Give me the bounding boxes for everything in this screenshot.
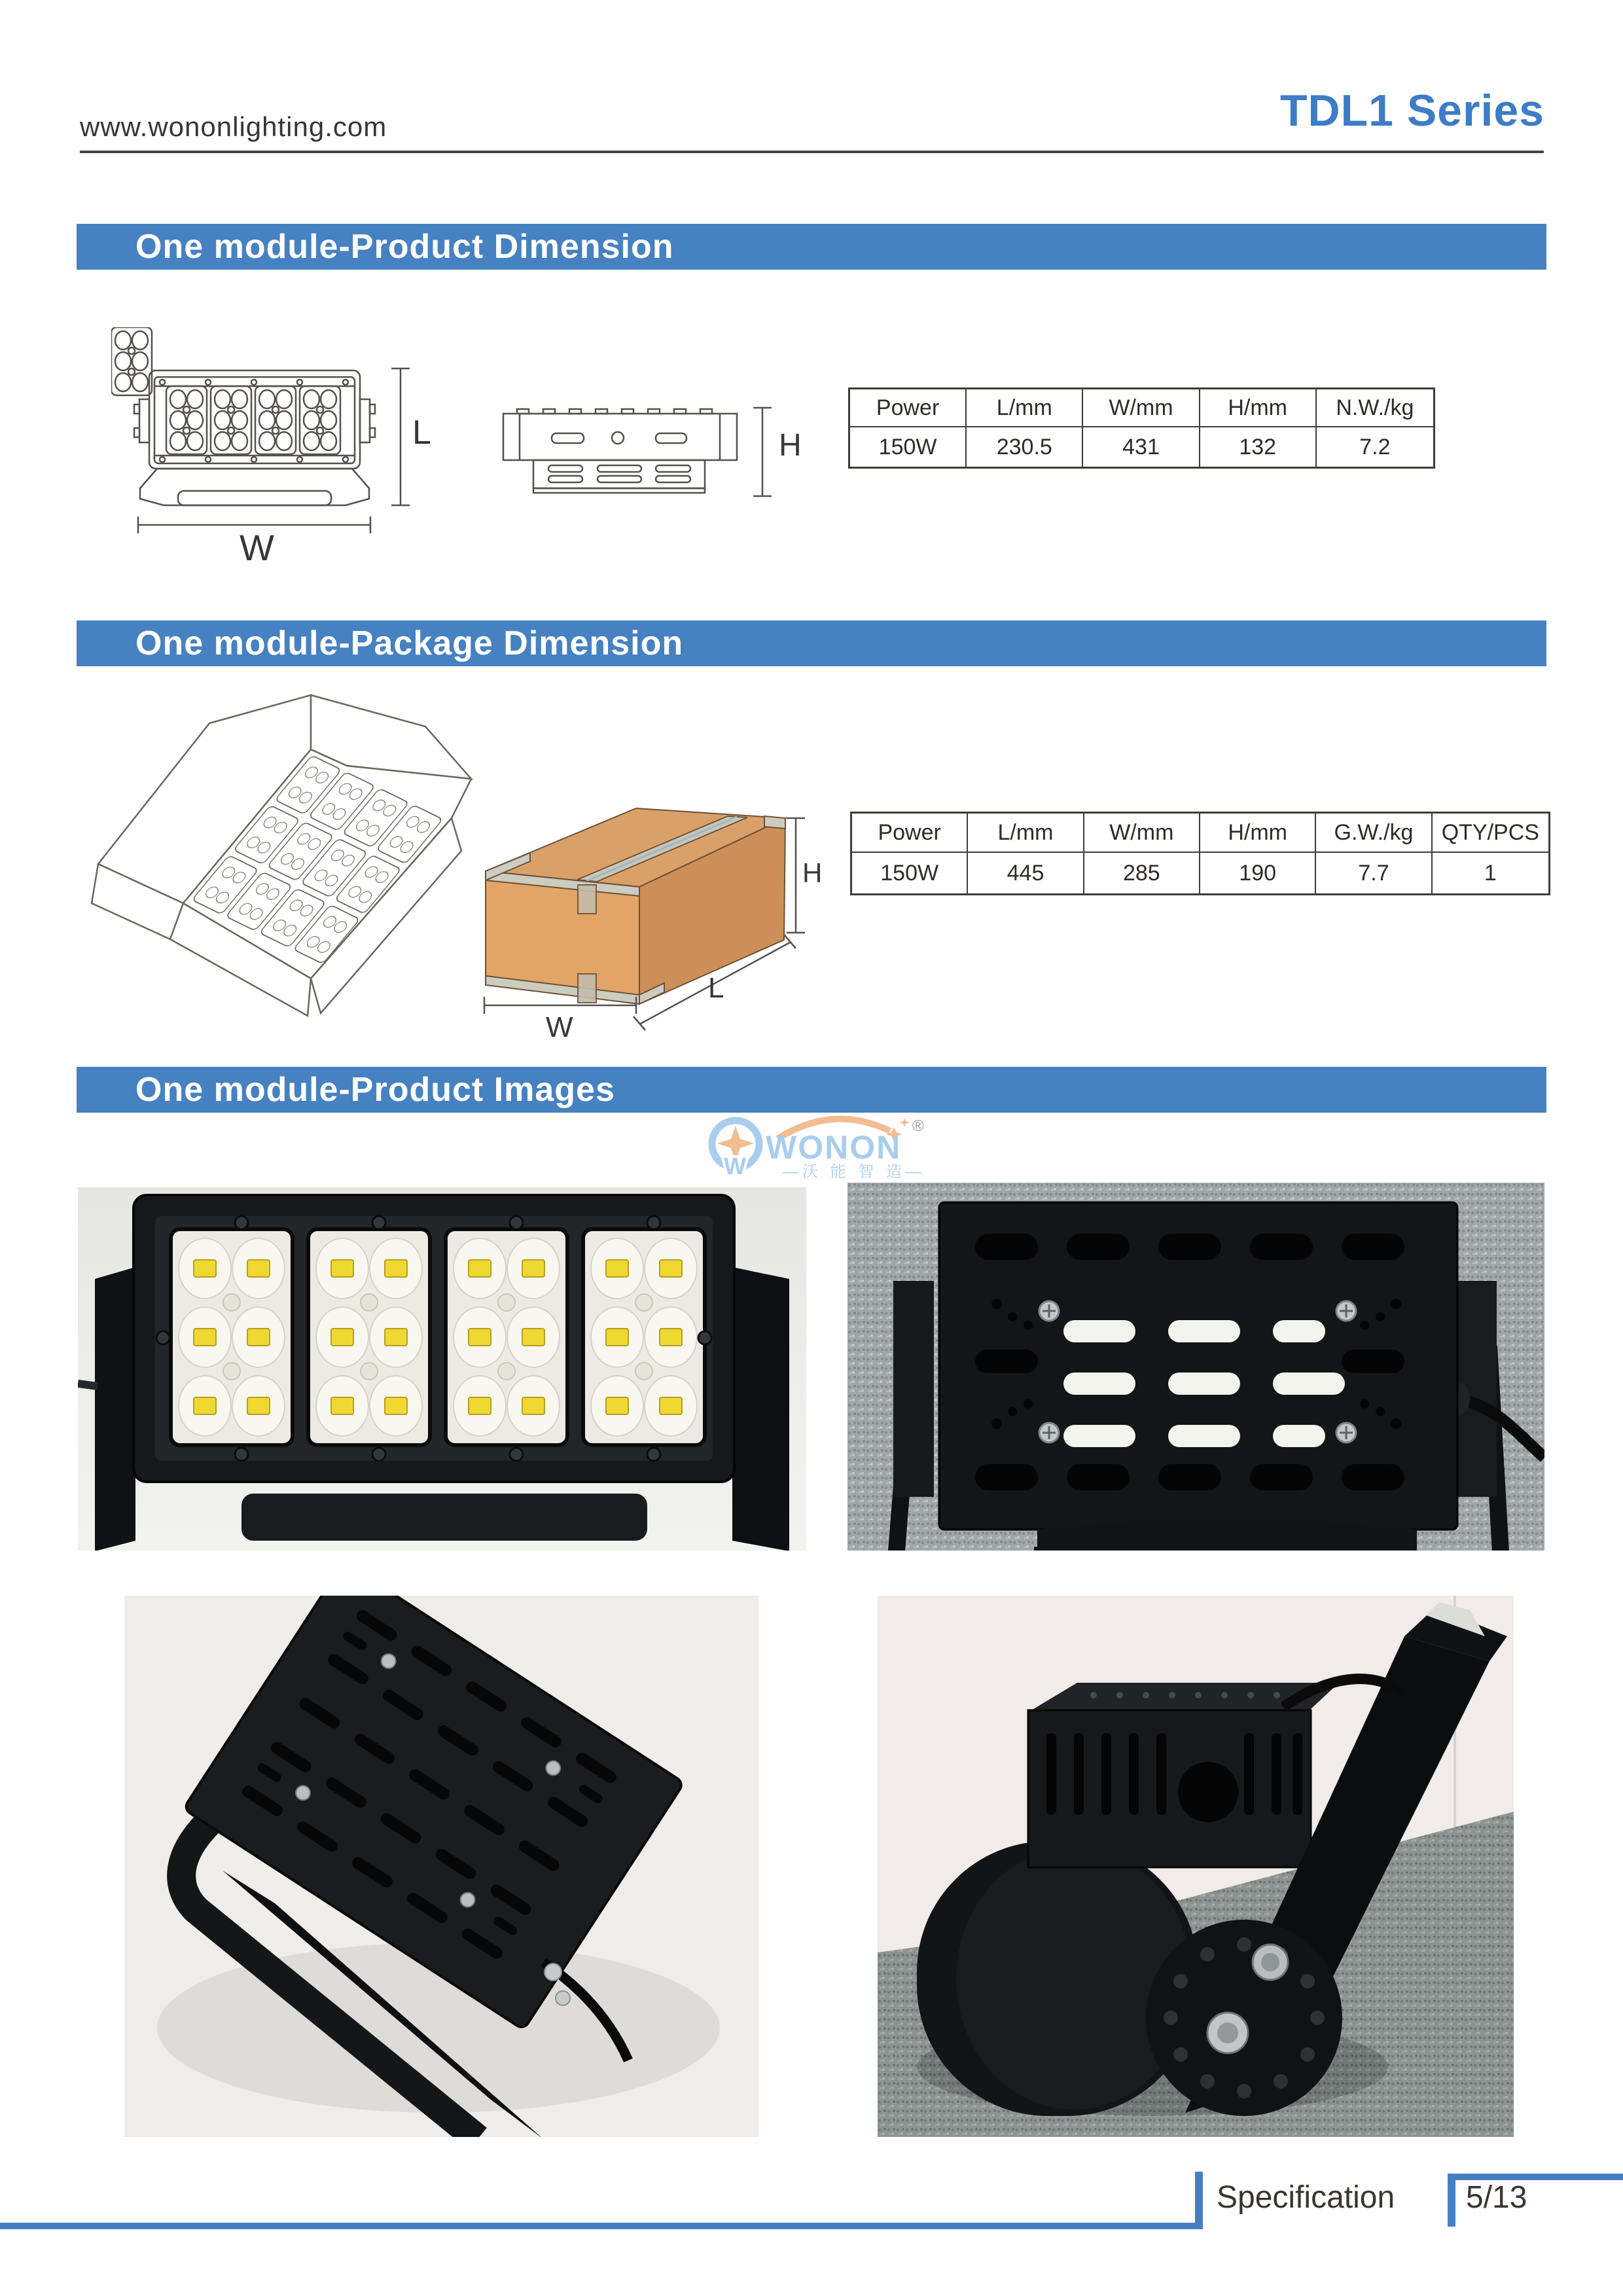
td: 190 [1200, 853, 1316, 893]
label-H: H [802, 857, 823, 888]
logo-registered-mark: ® [912, 1117, 924, 1135]
product-photo-front [78, 1187, 806, 1551]
logo-tagline: —沃 能 智 造— [783, 1163, 926, 1178]
product-photo-side [878, 1596, 1514, 2137]
logo-star-small-icon [899, 1118, 910, 1127]
th: L/mm [967, 389, 1083, 427]
td: 431 [1083, 427, 1200, 467]
td: 445 [968, 853, 1084, 893]
footer-page-number: 5/13 [1466, 2180, 1527, 2215]
th: QTY/PCS [1433, 814, 1548, 853]
label-W: W [240, 527, 274, 568]
td: 7.7 [1316, 853, 1432, 893]
open-box-drawing [92, 695, 471, 1016]
label-L: L [708, 972, 724, 1004]
product-photo-angled [124, 1596, 758, 2137]
footer-section-label: Specification [1217, 2180, 1395, 2215]
product-photo-rear [847, 1183, 1544, 1551]
logo-mark-icon [712, 1121, 759, 1178]
td: 1 [1484, 860, 1497, 886]
series-title: TDL1 Series [1279, 86, 1544, 135]
th: H/mm [1200, 814, 1316, 853]
th: N.W./kg [1317, 389, 1433, 427]
td: 7.2 [1359, 434, 1391, 459]
product-dimension-table [848, 387, 1435, 469]
website-url: www.wononlighting.com [80, 111, 387, 142]
th: G.W./kg [1316, 814, 1432, 853]
section-banner-package-dimension: One module-Package Dimension [77, 620, 1546, 666]
svg-text:W: W [724, 1153, 746, 1178]
th: Power [852, 814, 968, 853]
header-divider [80, 151, 1544, 153]
package-dimension-drawing [85, 687, 851, 1044]
th: W/mm [1083, 389, 1200, 427]
product-dimension-drawing [111, 327, 844, 635]
wonon-logo [705, 1113, 928, 1178]
td: 230.5 [967, 427, 1083, 467]
dimension-line-L [391, 368, 410, 505]
logo-brand-text: WONON [766, 1129, 902, 1166]
td: 150W [850, 427, 967, 467]
carton-box-drawing [486, 808, 785, 1004]
td: 132 [1200, 427, 1317, 467]
footer-accent-line-right [1448, 2174, 1455, 2227]
section-banner-product-images: One module-Product Images [77, 1067, 1546, 1113]
label-L: L [412, 414, 431, 452]
label-W: W [546, 1011, 573, 1043]
th: L/mm [968, 814, 1084, 853]
package-dimension-table [850, 812, 1550, 895]
footer-accent-line-left [1195, 2172, 1203, 2229]
section-banner-product-dimension: One module-Product Dimension [77, 224, 1546, 270]
front-view-drawing [111, 327, 375, 505]
td: 285 [1084, 853, 1200, 893]
td: 150W [852, 853, 968, 893]
th: W/mm [1084, 814, 1200, 853]
th: Power [850, 389, 967, 427]
side-view-drawing [503, 409, 737, 493]
th: H/mm [1200, 389, 1317, 427]
footer-bar-left [0, 2223, 1203, 2229]
dimension-line-H [753, 408, 772, 496]
label-H: H [779, 428, 802, 463]
